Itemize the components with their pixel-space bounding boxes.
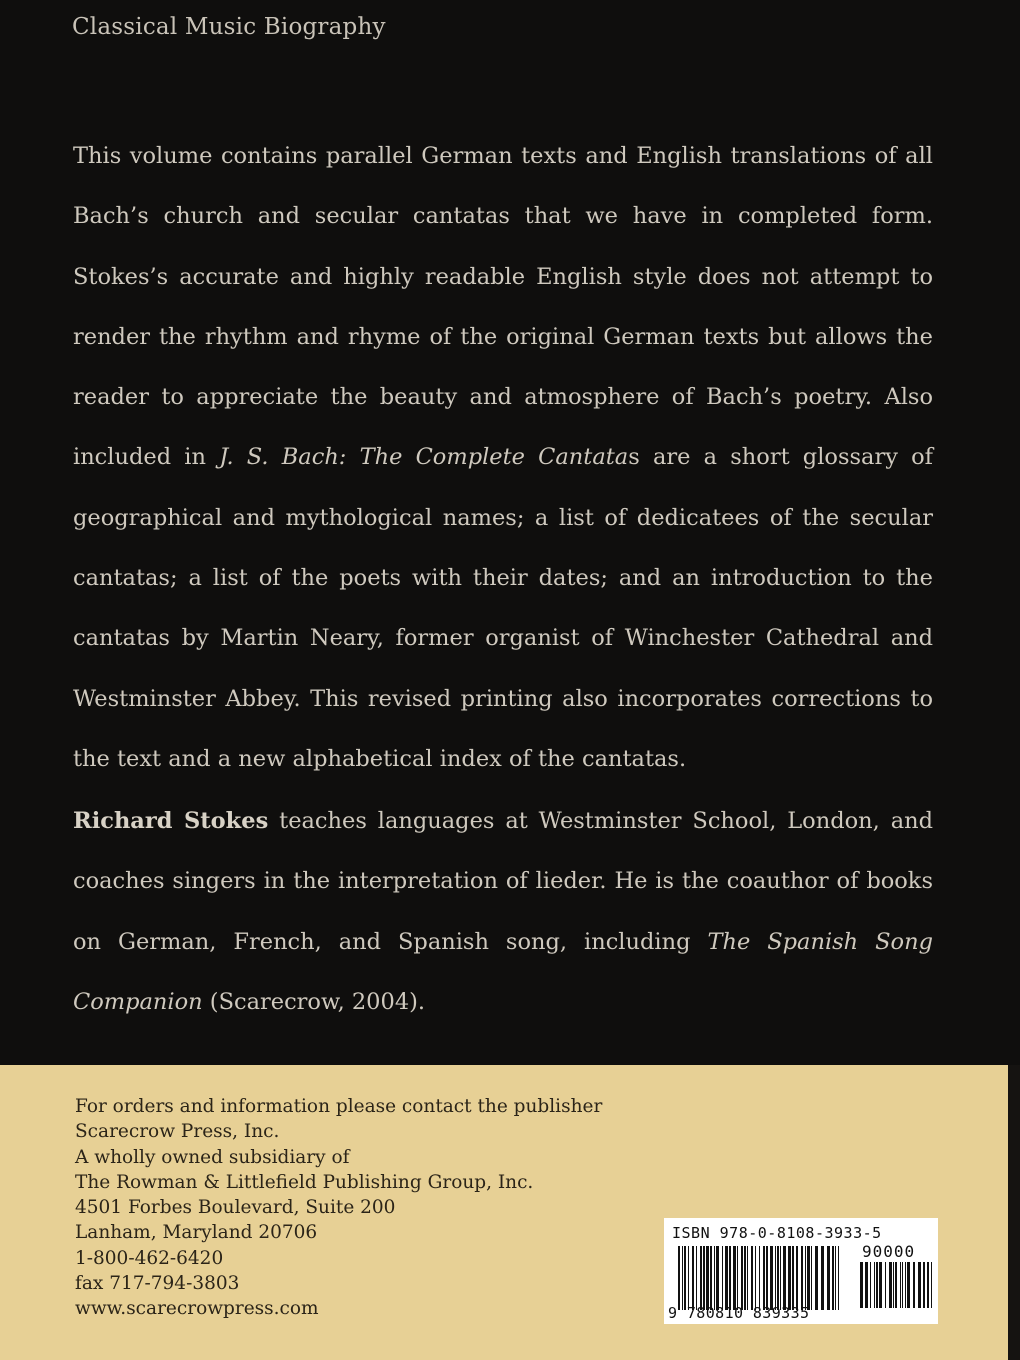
barcode-bar bbox=[913, 1262, 915, 1308]
description-text-1: This volume contains parallel German texts and English translations of all Bach’s church and secular cantatas that we have in completed form. Stokes’s accurate and highly readable English style does not attempt to render the rhythm and rhyme of the original German texts but allows the reader to appreciate the beauty and atmosphere of Bach’s poetry. Also included in bbox=[73, 143, 933, 471]
barcode-bar bbox=[874, 1262, 875, 1308]
bio-book-title: The Spanish Song Companion bbox=[73, 928, 933, 1015]
author-name: Richard Stokes bbox=[73, 808, 269, 834]
barcode-bar bbox=[900, 1262, 901, 1308]
barcode-bar bbox=[876, 1262, 878, 1308]
bio-text-2: (Scarecrow, 2004). bbox=[202, 988, 426, 1015]
barcode-bar bbox=[895, 1262, 897, 1308]
price-code: 90000 bbox=[862, 1242, 916, 1261]
category-label: Classical Music Biography bbox=[72, 14, 386, 40]
barcode-bar bbox=[918, 1262, 921, 1308]
bio-text-1: teaches languages at Westminster School, London, and coaches singers in the interpretation of lieder. He is the coauthor of books on German, French, and Spanish song, including bbox=[73, 808, 934, 955]
barcode-bar bbox=[879, 1262, 882, 1308]
phone-number: 1-800-462-6420 bbox=[75, 1247, 224, 1269]
parent-company: The Rowman & Littlefield Publishing Group, Inc. bbox=[75, 1171, 534, 1193]
isbn-label: ISBN 978-0-8108-3933-5 bbox=[672, 1224, 882, 1242]
website-link[interactable]: www.scarecrowpress.com bbox=[75, 1298, 319, 1320]
barcode-bar bbox=[889, 1262, 892, 1308]
publisher-name: Scarecrow Press, Inc. bbox=[75, 1121, 280, 1143]
barcode-bar bbox=[870, 1262, 871, 1308]
contact-line: For orders and information please contact the publisher bbox=[75, 1096, 603, 1117]
spine-edge bbox=[1008, 1065, 1020, 1360]
author-bio bbox=[73, 791, 933, 1032]
barcode-box bbox=[664, 1218, 938, 1324]
publisher-contact bbox=[75, 1094, 602, 1322]
barcode-bar bbox=[860, 1262, 863, 1308]
barcode-bar bbox=[905, 1262, 906, 1308]
barcode-bar bbox=[927, 1262, 929, 1308]
fax-number: fax 717-794-3803 bbox=[75, 1273, 240, 1295]
city-state-zip: Lanham, Maryland 20706 bbox=[75, 1222, 318, 1244]
description-book-title: J. S. Bach: The Complete Cantata bbox=[219, 444, 629, 471]
barcode-bar bbox=[902, 1262, 903, 1308]
barcode-bar bbox=[893, 1262, 894, 1308]
barcode-bar bbox=[907, 1262, 910, 1308]
book-description bbox=[73, 126, 933, 789]
barcode-bar bbox=[885, 1262, 886, 1308]
barcode-bar bbox=[923, 1262, 925, 1308]
street-address: 4501 Forbes Boulevard, Suite 200 bbox=[75, 1197, 396, 1219]
ean-digits: 9 780810 839335 bbox=[668, 1304, 810, 1322]
barcode-bar bbox=[931, 1262, 932, 1308]
barcode-bar bbox=[865, 1262, 868, 1308]
contact-line: A wholly owned subsidiary of bbox=[75, 1146, 350, 1168]
description-text-2: s are a short glossary of geographical and mythological names; a list of dedicatees of the secular cantatas; a list of the poets with their dates; and an introduction to the cantatas by Martin Neary, former organist of Winchester Cathedral and Westminster Abbey. This revised printing also incorporates corrections to the text and a new alphabetical index of the cantatas. bbox=[73, 444, 933, 772]
